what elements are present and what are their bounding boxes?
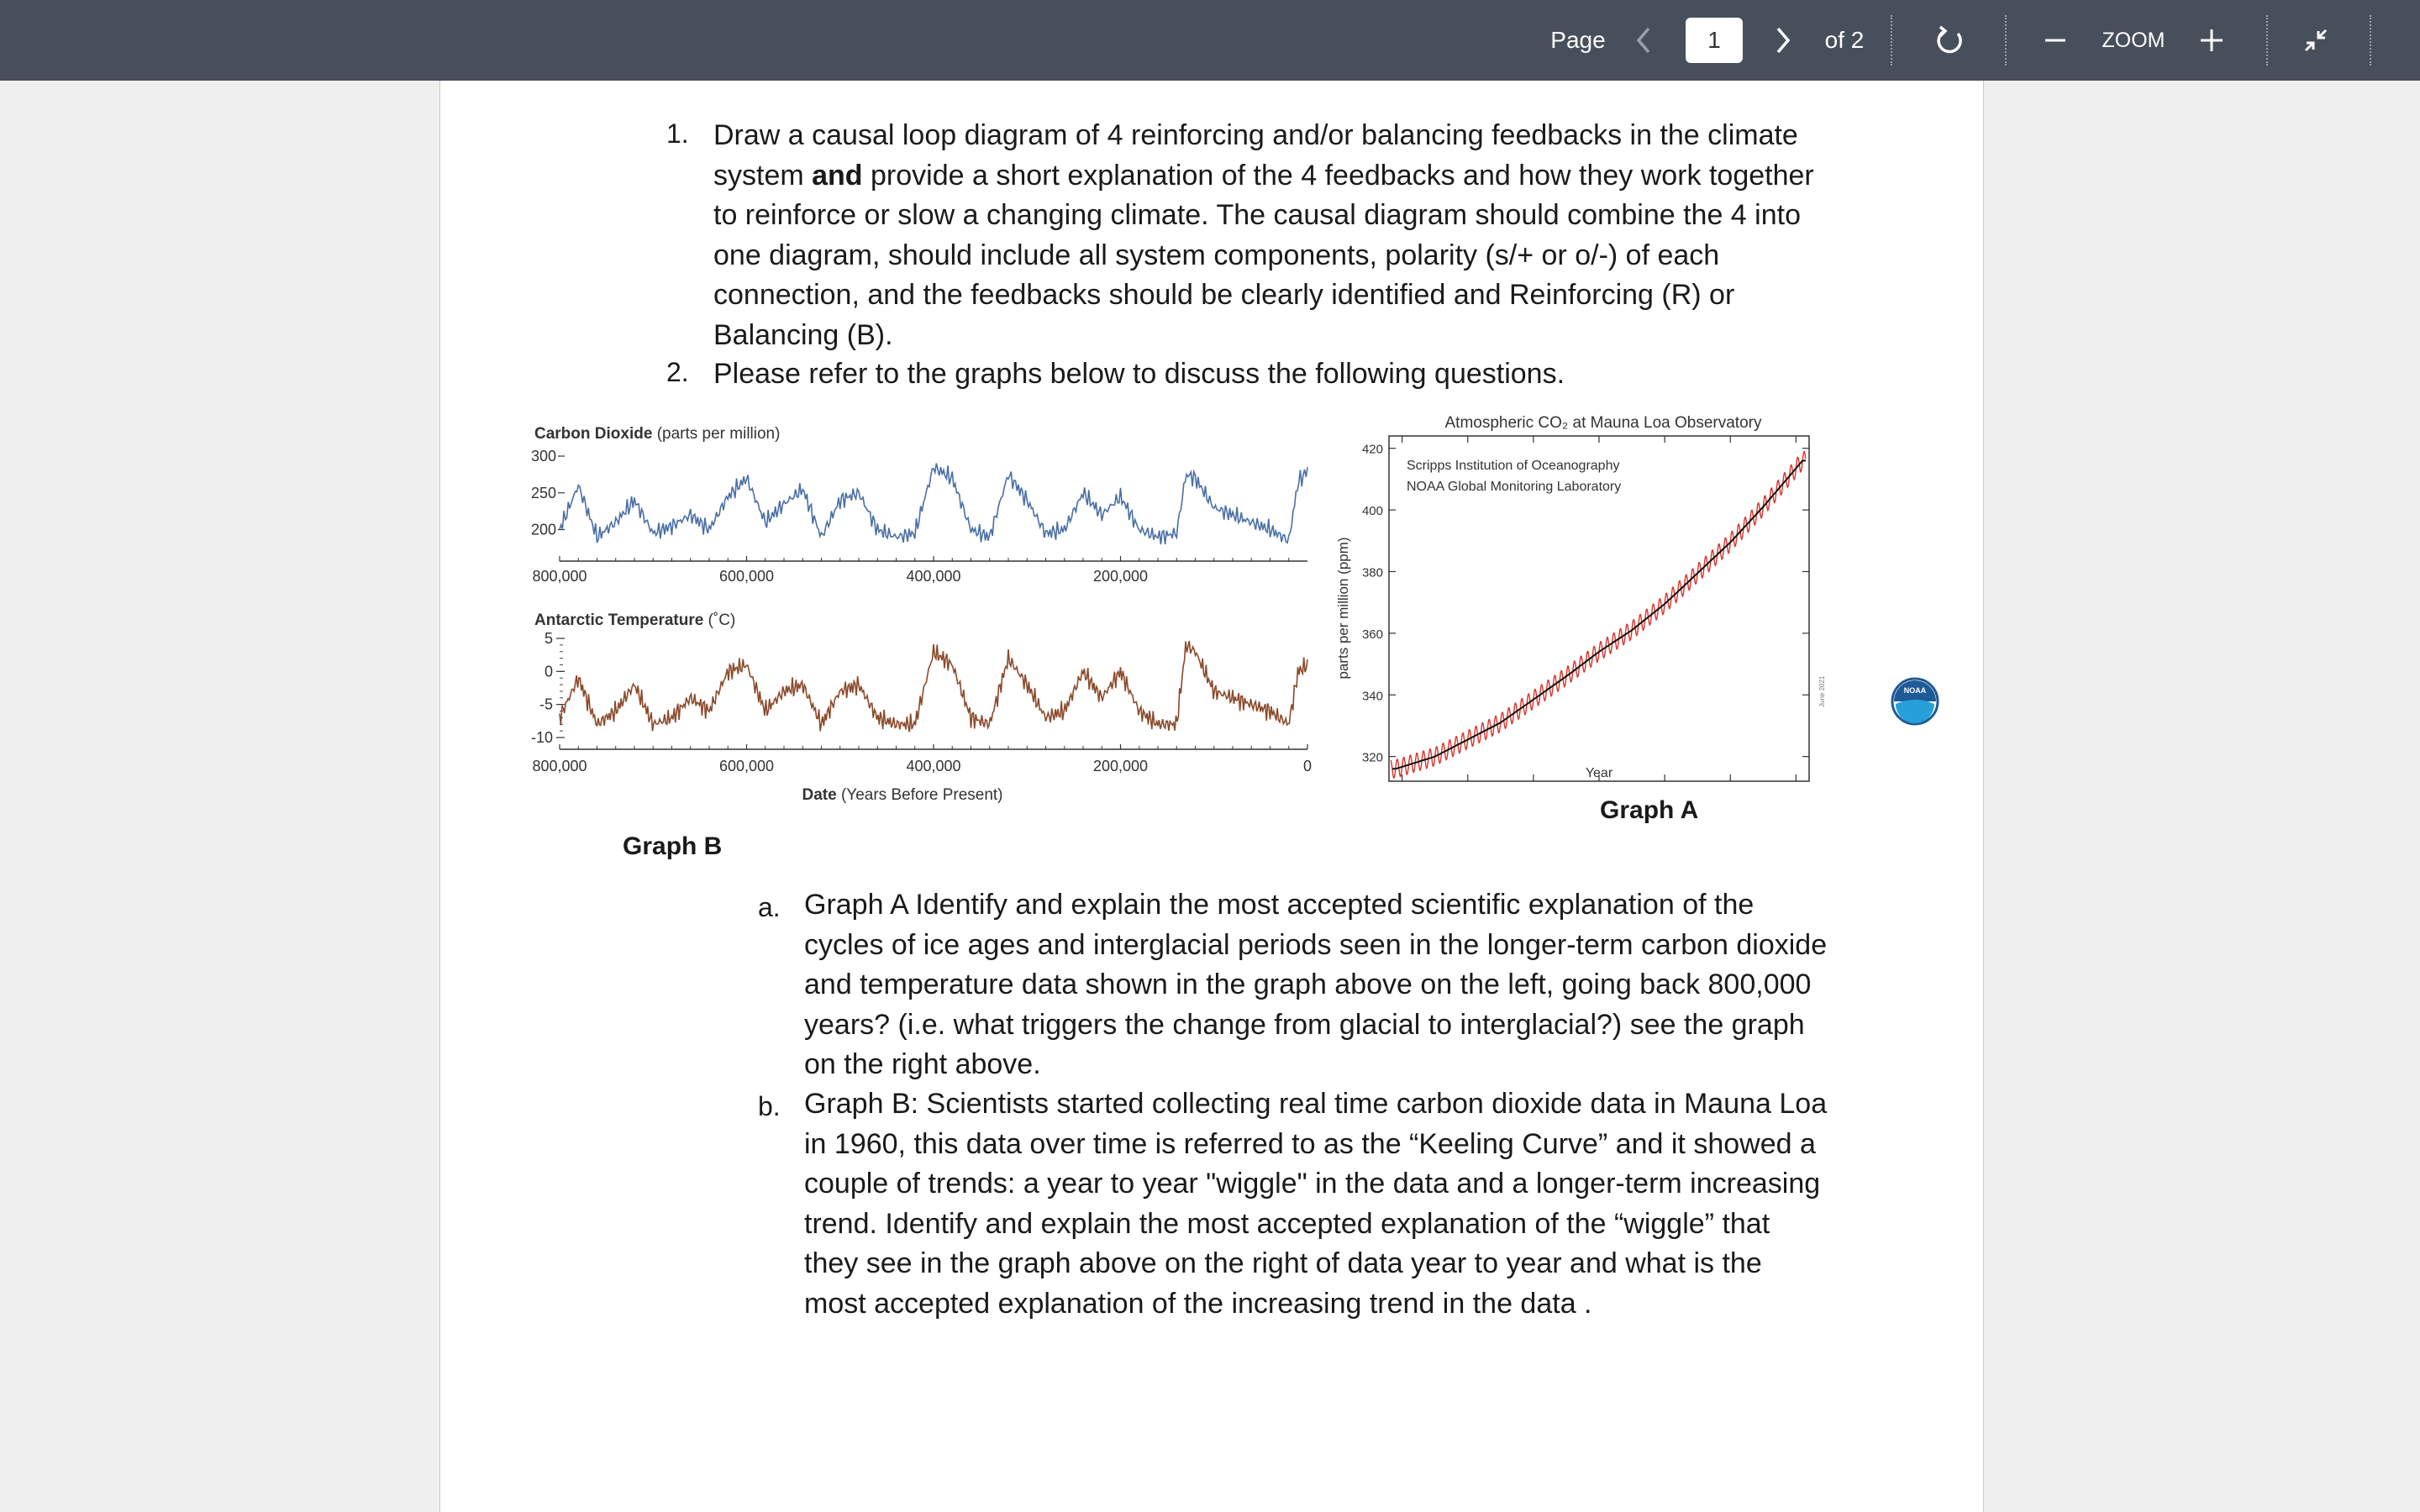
temp-x-tick-label: 800,000 [532, 758, 587, 774]
question-b-line: Graph B: Scientists started collecting real time carbon dioxide data in Mauna Loa [804, 1088, 1828, 1120]
temp-y-axis [531, 630, 565, 746]
co2-x-tick-label: 600,000 [718, 568, 775, 585]
collapse-icon [2301, 25, 2331, 55]
temp-x-tick-label: 200,000 [1092, 758, 1149, 774]
zoom-label: ZOOM [2102, 28, 2165, 52]
keeling-chart-title: Atmospheric CO₂ at Mauna Loa Observatory [1444, 414, 1762, 432]
keeling-y-tick-label: 320 [1361, 750, 1383, 765]
exit-fullscreen-button[interactable] [2297, 0, 2334, 81]
question-1-line: Draw a causal loop diagram of 4 reinforcing and/or balancing feedbacks in the climate [713, 119, 1798, 151]
previous-page-button[interactable] [1625, 0, 1662, 81]
co2-series-line [560, 464, 1307, 545]
chevron-left-icon [1634, 26, 1653, 55]
temp-y-tick-label: 0 [544, 663, 553, 680]
keeling-monthly-line [1391, 452, 1806, 779]
keeling-x-label: Year [1585, 766, 1613, 780]
co2-y-tick-label: 300 [530, 448, 556, 465]
rotate-icon [1933, 24, 1966, 57]
keeling-trend-line [1392, 460, 1806, 769]
question-b-line: most accepted explanation of the increasing trend in the data . [804, 1287, 1592, 1320]
chevron-right-icon [1774, 26, 1792, 55]
chart-date-note: June 2021 [1818, 675, 1826, 707]
keeling-y-tick-label: 420 [1361, 442, 1383, 457]
question-b-line: couple of trends: a year to year "wiggle" in the data and a longer-term increasing [804, 1168, 1821, 1200]
question-a-line: cycles of ice ages and interglacial periods seen in the longer-term carbon dioxide [804, 928, 1828, 961]
co2-y-tick-label: 200 [530, 521, 556, 538]
question-a-line: Graph A Identify and explain the most accepted scientific explanation of the [804, 889, 1754, 921]
plus-icon [2199, 28, 2224, 53]
co2-y-axis [531, 448, 565, 538]
question-a-line: years? (i.e. what triggers the change from glacial to interglacial?) see the graph [804, 1008, 1805, 1041]
question-1-line: connection, and the feedbacks should be clearly identified and Reinforcing (R) or [713, 279, 1735, 311]
toolbar-divider [2266, 15, 2268, 66]
page-number-input[interactable]: 1 [1686, 18, 1743, 63]
question-1-line: to reinforce or slow a changing climate. The causal diagram should combine the 4 into [713, 199, 1801, 231]
keeling-y-tick-label: 380 [1361, 565, 1383, 580]
keeling-y-tick-label: 360 [1361, 627, 1383, 642]
toolbar-divider [1891, 15, 1892, 66]
zoom-out-button[interactable] [2039, 0, 2072, 81]
temp-y-tick-label: -5 [539, 696, 553, 713]
question-1-line: system and provide a short explanation of the 4 feedbacks and how they work together [713, 159, 1814, 192]
temp-y-tick-label: -10 [530, 729, 553, 746]
ice-core-chart [524, 418, 1323, 813]
temp-chart-title: Antarctic Temperature (˚C) [534, 612, 736, 629]
question-2-number: 2. [666, 357, 689, 387]
keeling-subtitle-scripps: Scripps Institution of Oceanography [1407, 459, 1620, 473]
co2-chart-title: Carbon Dioxide (parts per million) [534, 425, 781, 443]
temp-x-tick-label: 400,000 [906, 758, 961, 774]
co2-y-tick-label: 250 [530, 484, 556, 501]
temp-x-tick-label: 0 [1302, 758, 1313, 774]
noaa-logo-badge [1891, 677, 1939, 726]
zoom-in-button[interactable] [2195, 0, 2228, 81]
question-b-line: in 1960, this data over time is referred to as the “Keeling Curve” and it showed a [804, 1127, 1816, 1160]
question-a-line: and temperature data shown in the graph above on the left, going back 800,000 [804, 969, 1812, 1000]
question-a-line: on the right above. [804, 1048, 1041, 1080]
question-2-text: Please refer to the graphs below to discuss the following questions. [713, 358, 1565, 390]
temp-x-tick-label: 600,000 [718, 758, 775, 774]
question-a-text [804, 885, 1827, 1085]
question-a-letter: a. [758, 892, 781, 922]
keeling-subtitle-noaa: NOAA Global Monitoring Laboratory [1407, 480, 1622, 494]
svg-text:NOAA: NOAA [1903, 686, 1927, 695]
keeling-curve-chart [1331, 409, 1936, 787]
question-1-line: Balancing (B). [713, 318, 893, 351]
question-b-line: trend. Identify and explain the most accepted explanation of the “wiggle” that [804, 1207, 1770, 1240]
keeling-y-label: parts per million (ppm) [1335, 537, 1351, 680]
keeling-y-tick-label: 400 [1361, 504, 1383, 519]
question-b-letter: b. [758, 1091, 781, 1121]
question-1-line: one diagram, should include all system components, polarity (s/+ or o/-) of each [713, 239, 1720, 271]
rotate-button[interactable] [1929, 0, 1970, 81]
next-page-button[interactable] [1765, 0, 1802, 81]
pdf-toolbar [0, 0, 2420, 81]
toolbar-divider [2005, 15, 2007, 66]
toolbar-divider [2370, 15, 2371, 66]
co2-x-tick-label: 200,000 [1092, 568, 1149, 585]
co2-x-ticks [532, 556, 1288, 585]
question-1-number: 1. [666, 118, 689, 149]
question-b-text [804, 1084, 1827, 1324]
question-1-text [713, 116, 1814, 355]
minus-icon [2044, 29, 2067, 52]
document-page [439, 0, 1984, 1512]
question-b-line: they see in the graph above on the right of data year to year and what is the [804, 1247, 1762, 1279]
keeling-y-tick-label: 340 [1361, 689, 1383, 704]
co2-x-tick-label: 400,000 [906, 568, 961, 585]
graph-b-label: Graph B [623, 832, 723, 860]
temp-series-line [560, 641, 1307, 732]
page-label: Page [1550, 27, 1606, 53]
temp-y-tick-label: 5 [544, 630, 553, 647]
page-count: of 2 [1824, 27, 1865, 53]
date-axis-label: Date (Years Before Present) [802, 786, 1003, 804]
co2-x-tick-label: 800,000 [532, 568, 587, 585]
graph-a-label: Graph A [1600, 796, 1699, 824]
